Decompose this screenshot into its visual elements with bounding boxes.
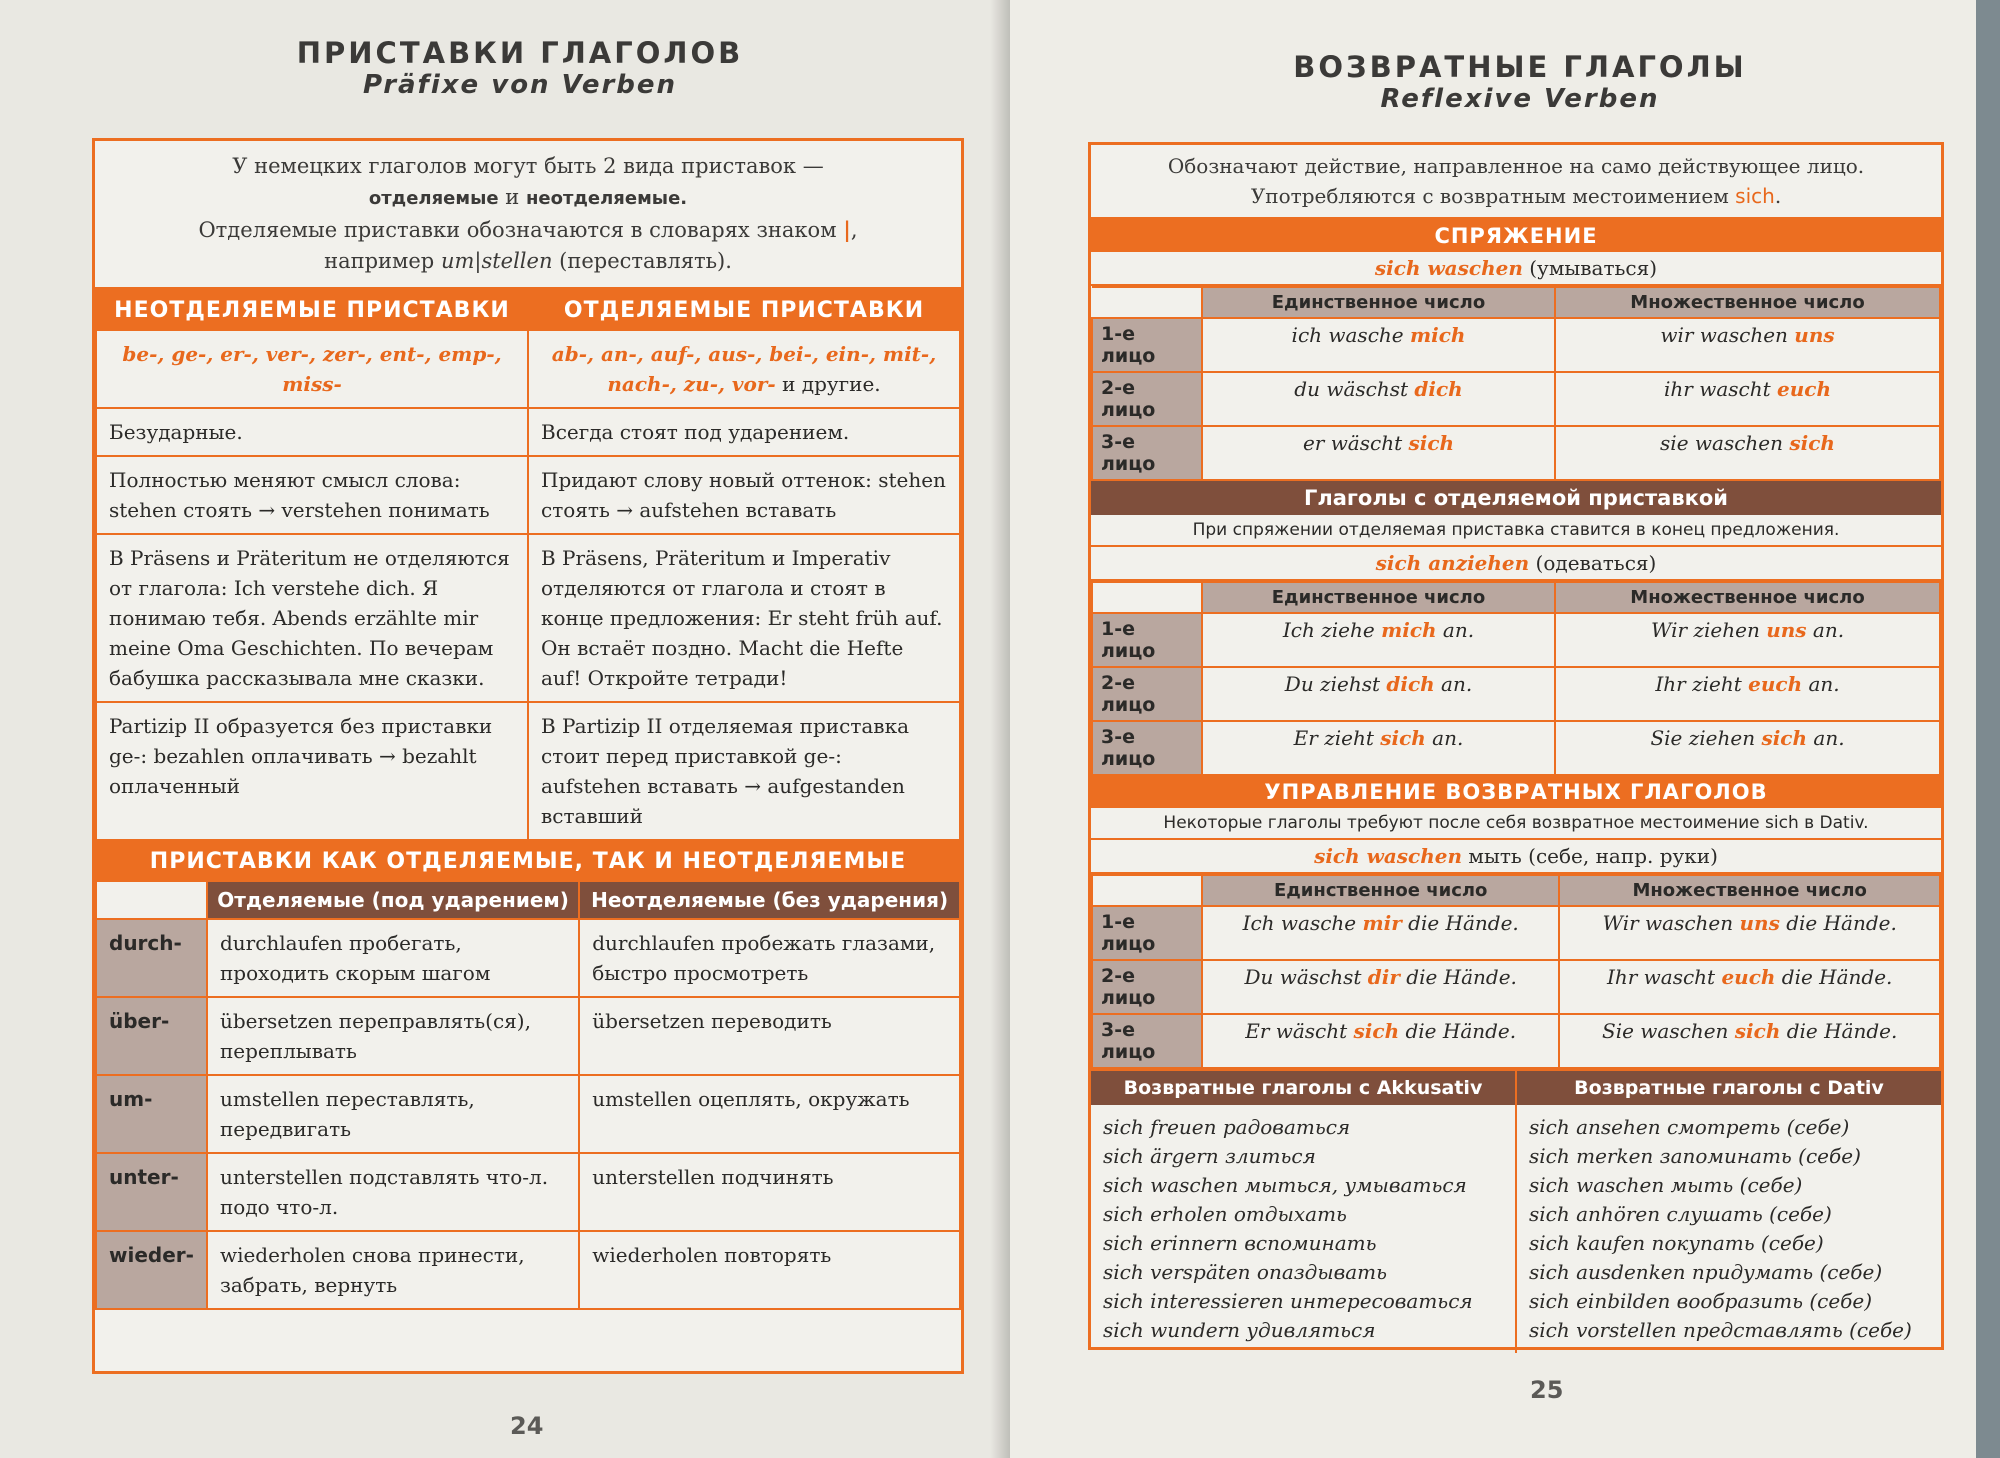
sep-verb-line: sich anziehen (одеваться) [1091,547,1941,581]
list-item: sich waschen мыться, умываться [1103,1173,1467,1197]
prefix-comparison-table: НЕОТДЕЛЯЕМЫЕ ПРИСТАВКИ ОТДЕЛЯЕМЫЕ ПРИСТАВКИ be-, ge-, er-, ver-, zer-, ent-, emp-, miss- ab-, an-, auf-, aus-, bei-, ein-, mit-, nach-, zu-, vor- и другие. Безударные. Всегда стоят под ударением. Полностью меняют смысл слова: stehen стоять → verstehen понимать Придают слову новый оттенок: stehen стоять → aufstehen вставать В Präsens и Präteritum не отделяются от глагола: Ich verstehe dich. Я понимаю тебя. Abends erzählte mir meine Oma Geschichten. По вечерам бабушка рассказывала мне сказки. В Präsens, Präteritum и Imperativ отделяются от глагола и стоят в конце предложения: Er steht früh auf. Он встаёт поздно. Macht die Hefte auf! Откройте тетради! Partizip II образуется без приставки ge-: bezahlen оплачивать → bezahlt оплаченный В Partizip II отделяемая приставка стоит перед приставкой ge-: aufstehen вставать → aufgestanden вставший [95,290,961,841]
title-de: Präfixe von Verben [362,70,678,100]
example-word: um|stellen [440,249,553,273]
table-row: 2-е лицо Du ziehst dich an. Ihr zieht euch an. [1092,667,1940,721]
list-item: sich interessieren интересоваться [1103,1289,1473,1313]
government-note: Некоторые глаголы требуют после себя возвратное местоимение sich в Dativ. [1091,808,1941,840]
intro-inseparable: неотделяемые. [525,188,688,209]
list-item: sich wundern удивляться [1103,1318,1376,1342]
title-de: Reflexive Verben [1380,84,1660,114]
list-item: sich verspäten опаздывать [1103,1260,1388,1284]
inseparable-prefix-list: be-, ge-, er-, ver-, zer-, ent-, emp-, miss- [96,330,528,408]
page-title-right [1170,50,1870,114]
intro-line-3: Отделяемые приставки обозначаются в словарях знаком [198,218,837,242]
separator-mark: | [843,217,851,242]
section-conjugation: СПРЯЖЕНИЕ [1091,220,1941,252]
list-item: sich einbilden вообразить (себе) [1529,1289,1873,1313]
dativ-list [1516,1105,1941,1353]
list-item: sich vorstellen представлять (себе) [1529,1318,1912,1342]
table-row: 3-е лицо Er wäscht sich die Hände. Sie waschen sich die Hände. [1092,1014,1940,1068]
list-item: sich kaufen покупать (себе) [1529,1231,1824,1255]
list-item: sich anhören слушать (себе) [1529,1202,1832,1226]
table-row: 2-е лицо Du wäschst dir die Hände. Ihr wascht euch die Hände. [1092,960,1940,1014]
table-row: 3-е лицо Er zieht sich an. Sie ziehen sich an. [1092,721,1940,775]
table-row: durch- durchlaufen пробегать, проходить скорым шагом durchlaufen пробежать глазами, быстро просмотреть [96,919,960,997]
table-row: Partizip II образуется без приставки ge-: bezahlen оплачивать → bezahlt оплаченный В Partizip II отделяемая приставка стоит перед приставкой ge-: aufstehen вставать → aufgestanden вставший [96,702,960,840]
list-item: sich waschen мыть (себе) [1529,1173,1803,1197]
col-header-separable: ОТДЕЛЯЕМЫЕ ПРИСТАВКИ [528,291,960,330]
table-row: 3-е лицо er wäscht sich sie waschen sich [1092,426,1940,480]
both-prefixes-header: ПРИСТАВКИ КАК ОТДЕЛЯЕМЫЕ, ТАК И НЕОТДЕЛЯЕМЫЕ [95,841,961,880]
table-row: В Präsens и Präteritum не отделяются от глагола: Ich verstehe dich. Я понимаю тебя. Abends erzählte mir meine Oma Geschichten. По вечерам бабушка рассказывала мне сказки. В Präsens, Präteritum и Imperativ отделяются от глагола и стоят в конце предложения: Er steht früh auf. Он встаёт поздно. Macht die Hefte auf! Откройте тетради! [96,534,960,702]
government-table: Единственное число Множественное число 1-е лицо Ich wasche mir die Hände. Wir waschen uns die Hände. 2-е лицо Du wäschst dir die Hände. Ihr wascht euch die Hände. 3-е лицо Er wäscht sich die Hände. Sie waschen sich die Hände. [1091,874,1941,1069]
list-item: sich erinnern вспоминать [1103,1231,1377,1255]
table-row: über- übersetzen переправлять(ся), переплывать übersetzen переводить [96,997,960,1075]
separable-prefix-list: ab-, an-, auf-, aus-, bei-, ein-, mit-, nach-, zu-, vor- [551,342,937,396]
akkusativ-header: Возвратные глаголы с Akkusativ [1091,1070,1516,1105]
table-row: Полностью меняют смысл слова: stehen стоять → verstehen понимать Придают слову новый оттенок: stehen стоять → aufstehen вставать [96,456,960,534]
table-row: Безударные. Всегда стоят под ударением. [96,408,960,456]
intro-separable: отделяемые [368,188,499,209]
page-right [1010,0,2000,1458]
table-row: 2-е лицо du wäschst dich ihr wascht euch [1092,372,1940,426]
page-number-left: 24 [510,1412,544,1440]
page-edge [1976,0,2000,1458]
intro-line-1: У немецких глаголов могут быть 2 вида приставок — [232,154,824,178]
title-ru: ВОЗВРАТНЫЕ ГЛАГОЛЫ [1293,50,1747,84]
list-item: sich ansehen смотреть (себе) [1529,1115,1850,1139]
reflexive-lists [1091,1069,1941,1353]
col-header-unstressed: Неотделяемые (без ударения) [579,881,960,919]
separable-note: При спряжении отделяемая приставка ставится в конец предложения. [1091,515,1941,547]
col-header-stressed: Отделяемые (под ударением) [207,881,579,919]
akkusativ-list [1091,1105,1516,1353]
table-row: 1-е лицо ich wasche mich wir waschen uns [1092,318,1940,372]
intro-block: Обозначают действие, направленное на само действующее лицо. Употребляются с возвратным местоимением sich. [1091,145,1941,220]
both-prefixes-table [95,880,961,1310]
list-item: sich erholen отдыхать [1103,1202,1347,1226]
table-row: 1-е лицо Ich ziehe mich an. Wir ziehen uns an. [1092,613,1940,667]
table-row: unter- unterstellen подставлять что-л. подо что-л. unterstellen подчинять [96,1153,960,1231]
page-number-right: 25 [1530,1376,1564,1404]
section-government: УПРАВЛЕНИЕ ВОЗВРАТНЫХ ГЛАГОЛОВ [1091,776,1941,808]
table-row: wieder- wiederholen снова принести, забрать, вернуть wiederholen повторять [96,1231,960,1309]
list-item: sich merken запоминать (себе) [1529,1144,1861,1168]
reflexive-box [1088,142,1944,1350]
list-item: sich ärgern злиться [1103,1144,1316,1168]
conjugation-table: Единственное число Множественное число 1-е лицо ich wasche mich wir waschen uns 2-е лицо du wäschst dich ihr wascht euch 3-е лицо er wäscht sich sie waschen sich [1091,286,1941,481]
list-item: sich ausdenken придумать (себе) [1529,1260,1883,1284]
dativ-header: Возвратные глаголы с Dativ [1516,1070,1941,1105]
table-row: 1-е лицо Ich wasche mir die Hände. Wir waschen uns die Hände. [1092,906,1940,960]
section-separable: Глаголы с отделяемой приставкой [1091,481,1941,515]
list-item: sich freuen радоваться [1103,1115,1351,1139]
table-row: um- umstellen переставлять, передвигать umstellen оцеплять, окружать [96,1075,960,1153]
title-ru: ПРИСТАВКИ ГЛАГОЛОВ [296,36,744,70]
page-title-left [90,36,950,100]
conj-verb-line: sich waschen (умываться) [1091,252,1941,286]
prefix-table-box [92,138,964,1374]
separable-table: Единственное число Множественное число 1-е лицо Ich ziehe mich an. Wir ziehen uns an. 2-е лицо Du ziehst dich an. Ihr zieht euch an. 3-е лицо Er zieht sich an. Sie ziehen sich an. [1091,581,1941,776]
col-header-inseparable: НЕОТДЕЛЯЕМЫЕ ПРИСТАВКИ [96,291,528,330]
gov-verb-line: sich waschen мыть (себе, напр. руки) [1091,840,1941,874]
intro-block: У немецких глаголов могут быть 2 вида приставок — отделяемые и неотделяемые. Отделяемые приставки обозначаются в словарях знаком |, например um|stellen (переставлять). [95,141,961,290]
